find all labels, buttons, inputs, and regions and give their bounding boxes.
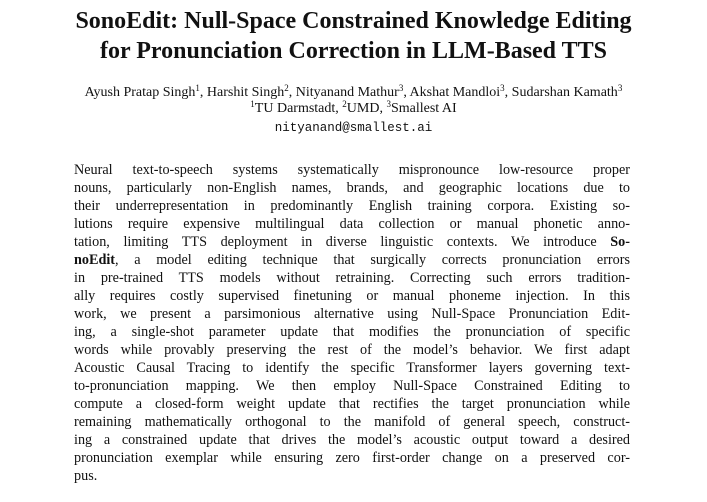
abstract-line: pronunciation exemplar while ensuring zero first-order change on a preserved cor- xyxy=(74,450,630,466)
abstract-line: nouns, particularly non-English names, brands, and geographic locations due to xyxy=(74,180,630,196)
abstract-line xyxy=(74,233,630,251)
title-line-1: SonoEdit: Null-Space Constrained Knowledge Editing xyxy=(75,8,632,34)
author-name: Nityanand Mathur xyxy=(295,85,399,100)
abstract-line: lutions require expensive multilingual data collection or manual phonetic anno- xyxy=(74,216,630,232)
abstract-body xyxy=(74,161,630,485)
abstract-line: words while provably preserving the rest of the model’s behavior. We first adapt xyxy=(74,342,630,358)
author-name: Akshat Mandloi xyxy=(409,85,501,100)
affiliation-list: $^1$TU Darmstadt, $^2$UMD, $^3$Smallest AI xyxy=(250,99,457,116)
abstract-line: their underrepresentation in predominantly English training corpora. Existing so- xyxy=(74,198,630,214)
abstract-line xyxy=(74,251,630,269)
abstract-line: pus. xyxy=(74,468,98,484)
affiliation-name: Smallest AI xyxy=(390,101,457,116)
abstract-line: ing a constrained update that drives the model’s acoustic output toward a desired xyxy=(74,432,630,448)
affiliation-number: 2 xyxy=(342,99,347,109)
method-name-part-1: So- xyxy=(610,234,630,250)
author-affiliation-mark: 3 xyxy=(500,83,505,93)
affiliation-name: TU Darmstadt xyxy=(254,101,336,116)
contact-email: nityanand@smallest.ai xyxy=(274,121,433,135)
author-affiliation-mark: 2 xyxy=(284,83,289,93)
author-name: Harshit Singh xyxy=(206,85,285,100)
author-name: Ayush Pratap Singh xyxy=(84,85,196,100)
abstract-line: in pre-trained TTS models without retraining. Correcting such errors tradition- xyxy=(74,270,630,286)
author-affiliation-mark: 3 xyxy=(617,83,623,93)
abstract-line: to-pronunciation mapping. We then employ Null-Space Constrained Editing to xyxy=(74,378,630,394)
method-name-part-2: noEdit xyxy=(74,252,116,268)
title-line-2: for Pronunciation Correction in LLM-Based TTS xyxy=(100,38,607,64)
abstract-line: ally requires costly supervised finetuning or manual phoneme injection. In this xyxy=(74,288,630,304)
abstract-line: Neural text-to-speech systems systematically mispronounce low-resource proper xyxy=(74,162,630,178)
paper-title xyxy=(0,6,707,66)
author-affiliation-mark: 3 xyxy=(398,83,404,93)
author-name: Sudarshan Kamath xyxy=(511,85,618,100)
abstract-line: compute a closed-form weight update that rectifies the target pronunciation while xyxy=(74,396,630,412)
affiliation-name: UMD xyxy=(346,101,380,116)
author-affiliation-mark: 1 xyxy=(195,83,200,93)
abstract-text: , a model editing technique that surgically corrects pronunciation errors xyxy=(115,252,630,268)
author-list: Ayush Pratap Singh$^1$, Harshit Singh$^2$, Nityanand Mathur$^3$, Akshat Mandloi$^3$, Sudarshan Kamath$^3$ xyxy=(84,83,623,100)
abstract-line: Acoustic Causal Tracing to identify the specific Transformer layers governing text- xyxy=(74,360,630,376)
affiliation-number: 1 xyxy=(250,99,255,109)
affiliation-number: 3 xyxy=(386,99,391,109)
abstract-line: remaining mathematically orthogonal to the manifold of general speech, construct- xyxy=(74,414,630,430)
abstract-text: tation, limiting TTS deployment in diverse linguistic contexts. We introduce xyxy=(74,234,611,250)
abstract-line: ing, a single-shot parameter update that modifies the pronunciation of specific xyxy=(74,324,630,340)
abstract-line: work, we present a parsimonious alternative using Null-Space Pronunciation Edit- xyxy=(74,306,630,322)
